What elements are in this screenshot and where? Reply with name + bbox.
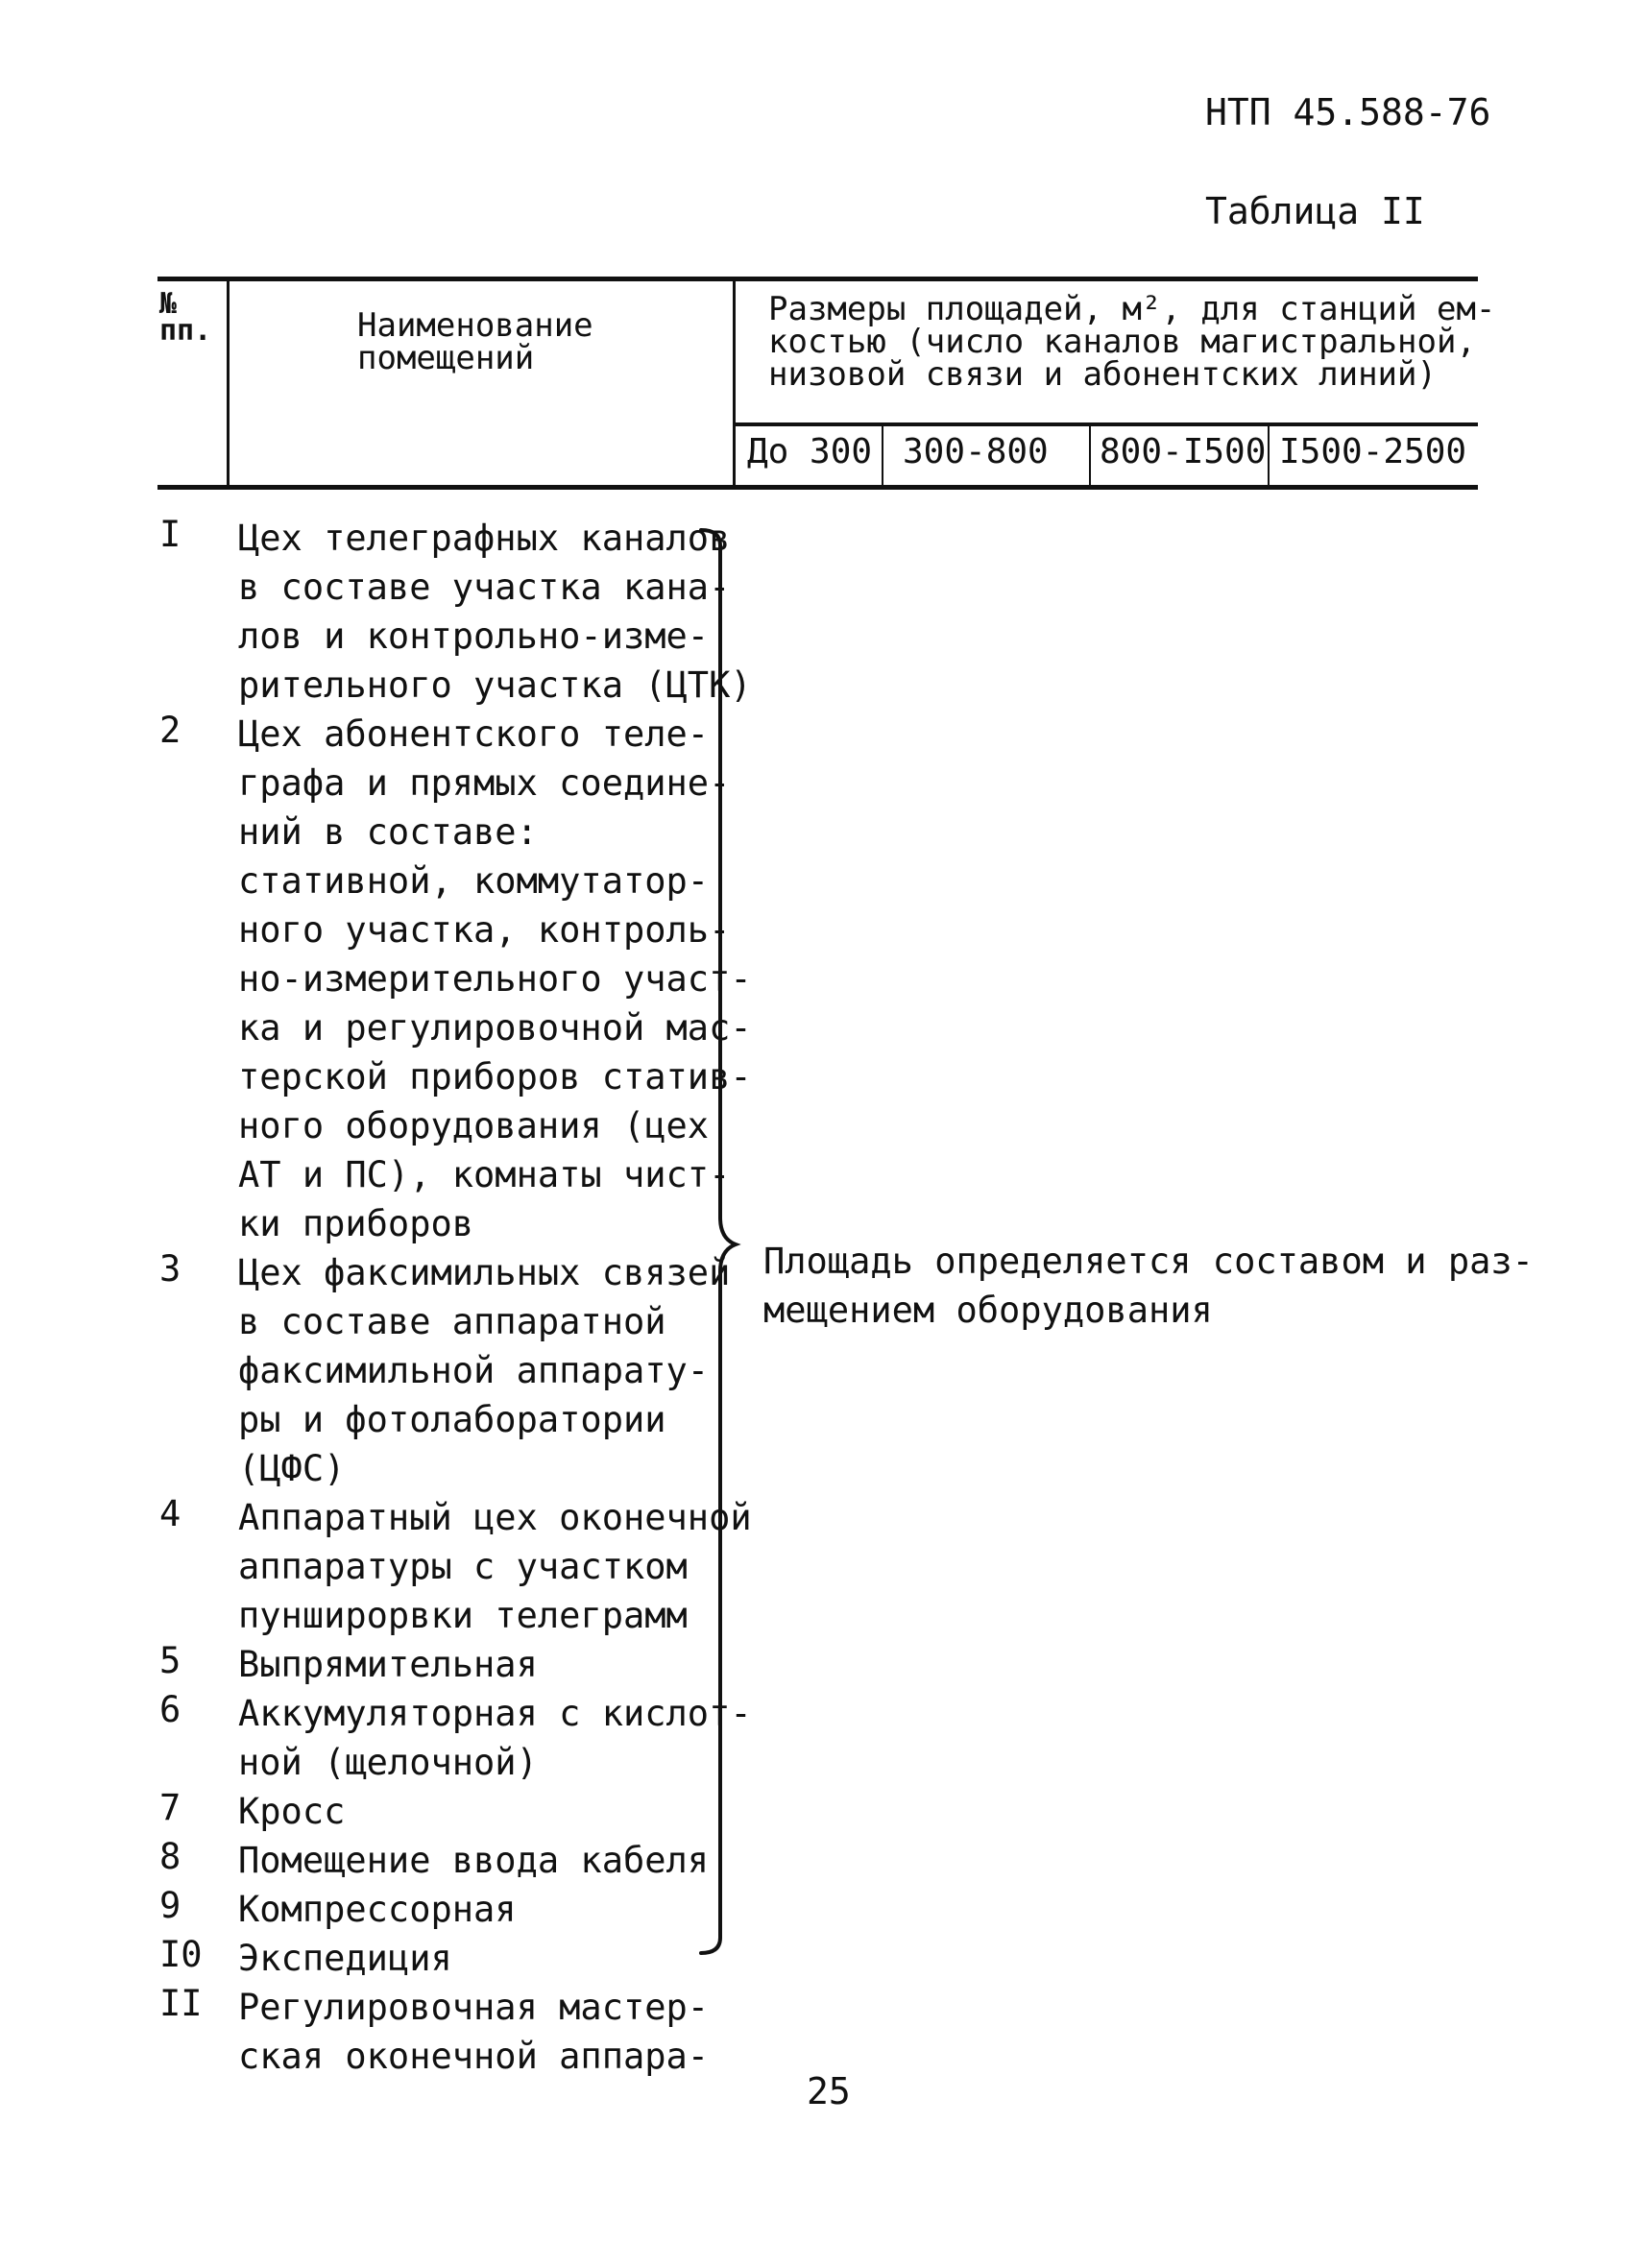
column-header-sizes: Размеры площадей, м², для станций ем- костью (число каналов магистральной, низовой связи и абонентских линий) <box>768 290 1496 394</box>
capacity-divider-1 <box>882 426 883 486</box>
row-number-4: 4 <box>159 1493 181 1534</box>
document-code: НТП 45.588-76 <box>1205 91 1491 133</box>
grouping-brace <box>691 526 749 1957</box>
column-header-number: № пп. <box>159 287 212 348</box>
row-number-8: 8 <box>159 1836 181 1877</box>
row-number-10: I0 <box>159 1934 203 1975</box>
row-name-3: Цех факсимильных связей в составе аппаратной факсимильной аппарату- ры и фотолаборатории (ЦФС) <box>238 1252 731 1489</box>
row-name-4: Аппаратный цех оконечной аппаратуры с участком пунширорвки телеграмм <box>238 1497 752 1636</box>
table-header-bottom-rule <box>157 485 1478 490</box>
page-number: 25 <box>807 2070 851 2112</box>
column-divider-num <box>227 280 230 486</box>
row-name-9: Компрессорная <box>238 1889 517 1930</box>
row-number-11: II <box>159 1983 203 2024</box>
row-name-11: Регулировочная мастер- ская оконечной аппара- <box>238 1987 710 2077</box>
row-number-2: 2 <box>159 710 181 751</box>
row-number-5: 5 <box>159 1640 181 1681</box>
capacity-divider-3 <box>1268 426 1270 486</box>
row-number-3: 3 <box>159 1248 181 1290</box>
column-header-name: Наименование помещений <box>357 306 593 377</box>
row-name-1: Цех телеграфных каналов в составе участка кана- лов и контрольно-изме- рительного участка (ЦТК) <box>238 518 752 706</box>
capacity-divider-2 <box>1089 426 1091 486</box>
row-name-5: Выпрямительная <box>238 1644 538 1685</box>
table-top-rule <box>157 277 1478 281</box>
capacity-col-1: До 300 <box>747 432 873 471</box>
capacity-header-rule <box>735 422 1478 426</box>
row-number-7: 7 <box>159 1787 181 1828</box>
row-name-10: Экспедиция <box>238 1938 452 1979</box>
merged-area-note: Площадь определяется составом и раз- мещением оборудования <box>763 1241 1534 1331</box>
row-number-6: 6 <box>159 1689 181 1730</box>
capacity-col-3: 800-I500 <box>1100 432 1267 471</box>
row-number-1: I <box>159 514 181 555</box>
column-divider-name <box>733 280 736 486</box>
row-name-7: Кросс <box>238 1791 346 1832</box>
capacity-col-4: I500-2500 <box>1279 432 1467 471</box>
capacity-col-2: 300-800 <box>903 432 1049 471</box>
row-name-6: Аккумуляторная с кислот- ной (щелочной) <box>238 1693 752 1783</box>
table-label: Таблица II <box>1205 190 1425 232</box>
row-name-2: Цех абонентского теле- графа и прямых соедине- ний в составе: стативной, коммутатор- ного участка, контроль- но-измерительного участ- ка и регулировочной мас- терской приборов статив- ного оборудования (цех АТ и ПС), комнаты чист- ки приборов <box>238 713 752 1244</box>
row-number-9: 9 <box>159 1885 181 1926</box>
row-name-8: Помещение ввода кабеля <box>238 1840 710 1881</box>
